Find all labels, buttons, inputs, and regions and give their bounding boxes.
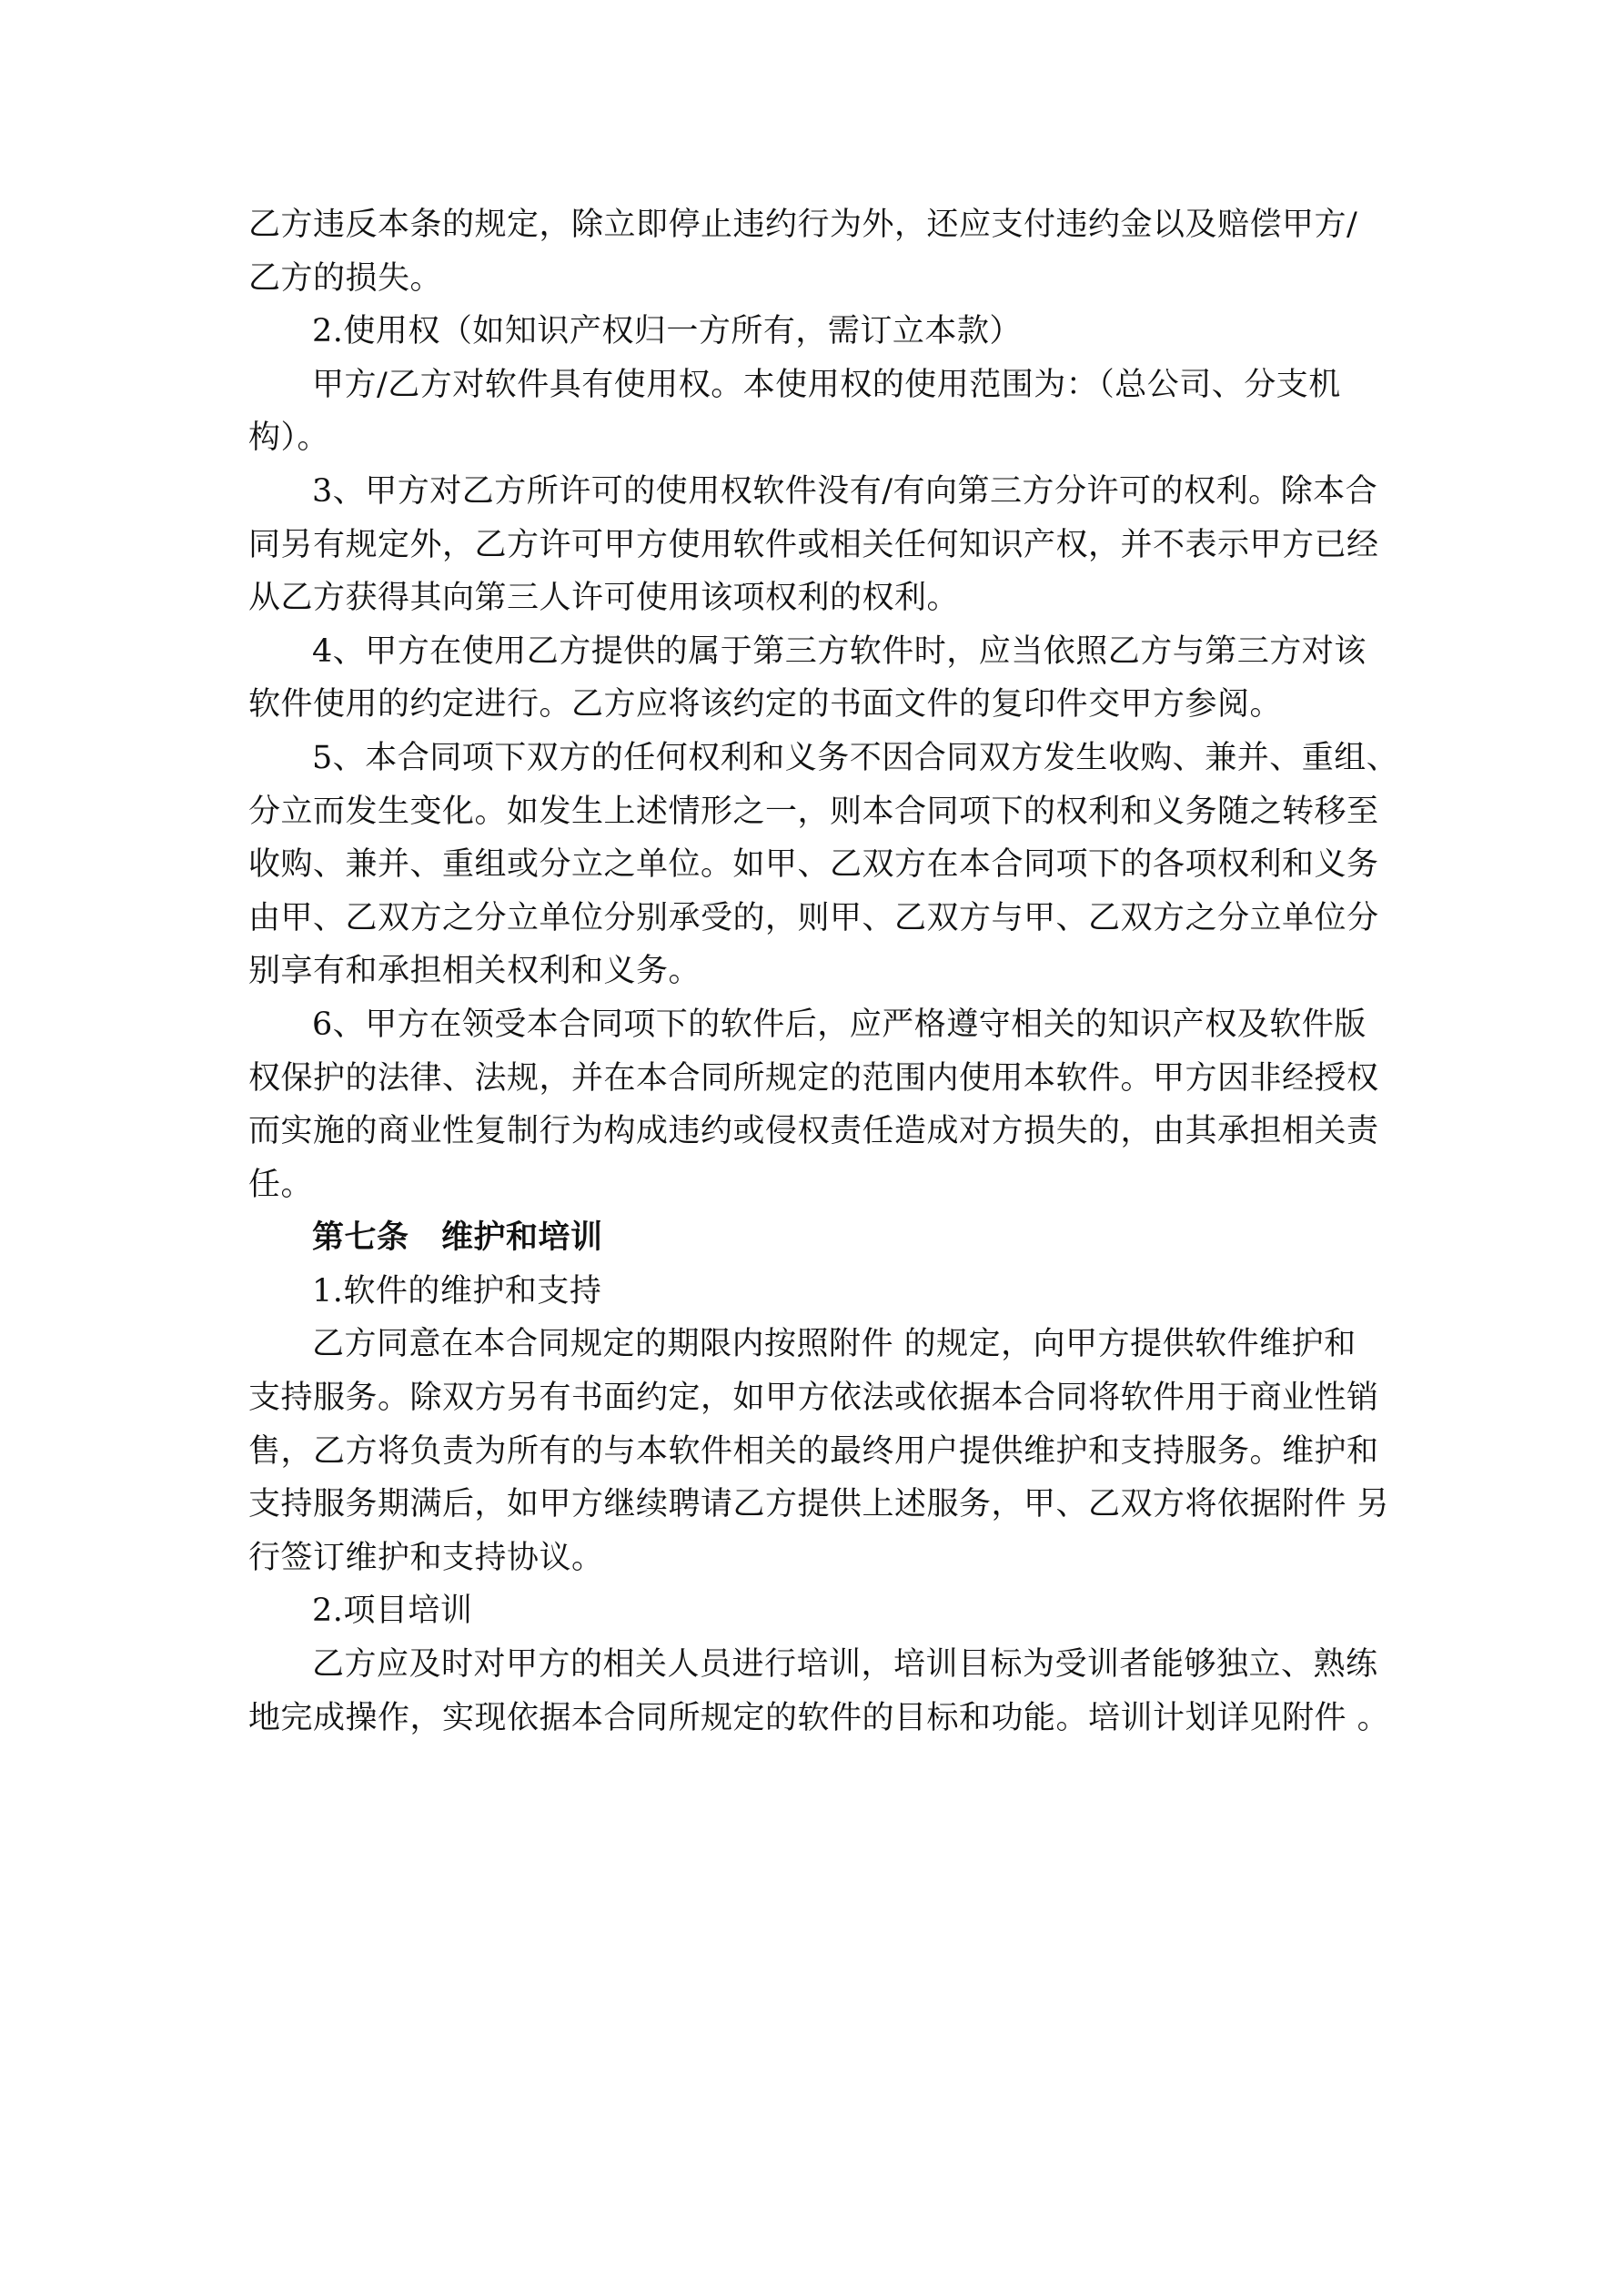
text-line: 1.软件的维护和支持 — [312, 1272, 602, 1310]
text-line: 由甲、乙双方之分立单位分别承受的，则甲、乙双方与甲、乙双方之分立单位分 — [248, 899, 1379, 936]
text-line: 地完成操作，实现依据本合同所规定的软件的目标和功能。培训计划详见附件 。 — [248, 1699, 1390, 1736]
text-line: 3、甲方对乙方所许可的使用权软件没有/有向第三方分许可的权利。除本合 — [312, 472, 1378, 510]
text-line: 支持服务期满后，如甲方继续聘请乙方提供上述服务，甲、乙双方将依据附件 另 — [248, 1486, 1390, 1523]
text-line: 乙方违反本条的规定，除立即停止违约行为外，还应支付违约金以及赔偿甲方/ — [248, 207, 1358, 243]
text-line: 行签订维护和支持协议。 — [248, 1539, 604, 1576]
section-heading: 第七条 维护和培训 — [312, 1219, 603, 1257]
paragraph-training — [248, 1638, 1390, 1745]
paragraph-clause-3 — [248, 465, 1377, 625]
text-line: 6、甲方在领受本合同项下的软件后，应严格遵守相关的知识产权及软件版 — [312, 1006, 1367, 1043]
subsection-2-title — [248, 1584, 1377, 1638]
text-line: 售，乙方将负责为所有的与本软件相关的最终用户提供维护和支持服务。维护和 — [248, 1432, 1379, 1470]
clause-2-title — [248, 305, 1377, 359]
subsection-1-title — [248, 1265, 1377, 1319]
text-line: 同另有规定外，乙方许可甲方使用软件或相关任何知识产权，并不表示甲方已经 — [248, 526, 1379, 563]
paragraph-breach-penalty — [248, 198, 1377, 305]
text-line: 4、甲方在使用乙方提供的属于第三方软件时，应当依照乙方与第三方对该 — [312, 632, 1367, 670]
paragraph-clause-6 — [248, 998, 1377, 1211]
text-line: 分立而发生变化。如发生上述情形之一，则本合同项下的权利和义务随之转移至 — [248, 793, 1379, 830]
text-line: 任。 — [248, 1166, 314, 1203]
text-line: 5、本合同项下双方的任何权利和义务不因合同双方发生收购、兼并、重组、 — [312, 739, 1399, 776]
paragraph-usage-scope — [248, 359, 1377, 465]
text-line: 而实施的商业性复制行为构成违约或侵权责任造成对方损失的，由其承担相关责 — [248, 1113, 1379, 1150]
text-line: 2.使用权（如知识产权归一方所有，需订立本款） — [312, 313, 1022, 350]
text-line: 乙方应及时对甲方的相关人员进行培训，培训目标为受训者能够独立、熟练 — [312, 1646, 1378, 1684]
text-line: 2.项目培训 — [312, 1593, 473, 1630]
text-line: 乙方同意在本合同规定的期限内按照附件 的规定，向甲方提供软件维护和 — [312, 1326, 1357, 1363]
paragraph-clause-4 — [248, 625, 1377, 732]
paragraph-clause-5 — [248, 732, 1399, 998]
paragraph-maintenance — [248, 1318, 1390, 1584]
text-line: 权保护的法律、法规，并在本合同所规定的范围内使用本软件。甲方因非经授权 — [248, 1059, 1379, 1097]
text-line: 甲方/乙方对软件具有使用权。本使用权的使用范围为：（总公司、分支机 — [312, 366, 1341, 403]
text-line: 从乙方获得其向第三人许可使用该项权利的权利。 — [248, 580, 960, 617]
text-line: 别享有和承担相关权利和义务。 — [248, 953, 701, 990]
text-line: 收购、兼并、重组或分立之单位。如甲、乙双方在本合同项下的各项权利和义务 — [248, 846, 1379, 884]
text-line: 乙方的损失。 — [248, 259, 443, 297]
contract-body — [248, 198, 1399, 1745]
text-line: 软件使用的约定进行。乙方应将该约定的书面文件的复印件交甲方参阅。 — [248, 686, 1283, 723]
text-line: 支持服务。除双方另有书面约定，如甲方依法或依据本合同将软件用于商业性销 — [248, 1380, 1379, 1417]
text-line: 构）。 — [248, 420, 330, 457]
article-7-heading — [248, 1211, 1377, 1265]
